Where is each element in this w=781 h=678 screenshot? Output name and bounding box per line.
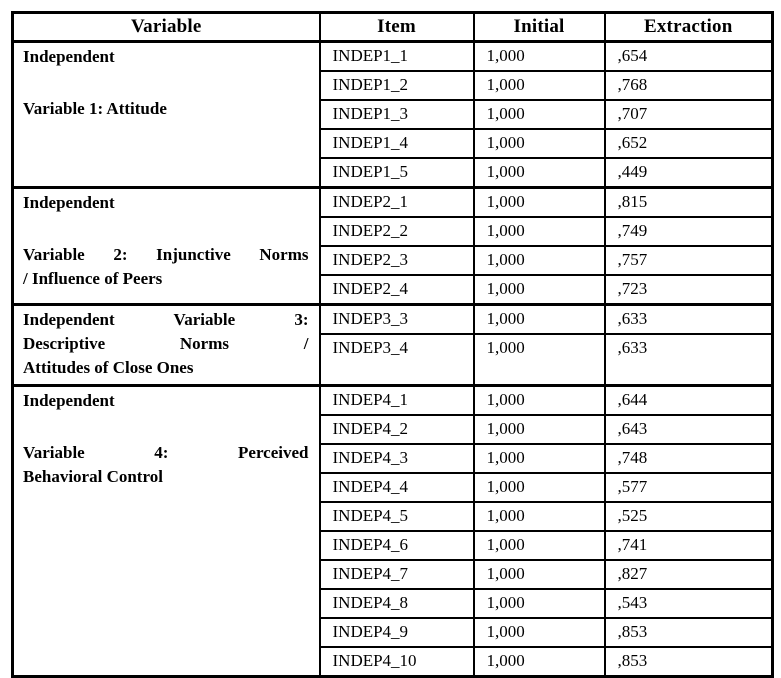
variable-title-line: Variable 2: Injunctive Norms	[23, 245, 309, 264]
item-cell: INDEP3_4	[320, 334, 474, 386]
variable-title-line: Variable 1: Attitude	[23, 99, 167, 118]
table-row	[13, 188, 773, 218]
extraction-cell: ,853	[605, 618, 773, 647]
initial-cell: 1,000	[474, 473, 605, 502]
extraction-cell: ,757	[605, 246, 773, 275]
initial-cell: 1,000	[474, 71, 605, 100]
extraction-cell: ,815	[605, 188, 773, 218]
initial-cell: 1,000	[474, 217, 605, 246]
variable-cell	[13, 42, 320, 188]
item-cell: INDEP2_4	[320, 275, 474, 305]
extraction-cell: ,654	[605, 42, 773, 72]
variable-title-line: Descriptive Norms /	[23, 334, 309, 353]
initial-cell: 1,000	[474, 188, 605, 218]
item-cell: INDEP1_4	[320, 129, 474, 158]
initial-cell: 1,000	[474, 618, 605, 647]
initial-cell: 1,000	[474, 386, 605, 416]
variable-title	[23, 441, 309, 489]
item-cell: INDEP1_1	[320, 42, 474, 72]
item-cell: INDEP3_3	[320, 305, 474, 335]
extraction-cell: ,827	[605, 560, 773, 589]
variable-cell	[13, 305, 320, 386]
table-header	[13, 13, 773, 42]
extraction-cell: ,577	[605, 473, 773, 502]
variable-title-line: Behavioral Control	[23, 467, 163, 486]
item-cell: INDEP1_5	[320, 158, 474, 188]
initial-cell: 1,000	[474, 275, 605, 305]
communalities-table	[11, 11, 774, 678]
extraction-cell: ,741	[605, 531, 773, 560]
initial-cell: 1,000	[474, 129, 605, 158]
variable-cell	[13, 386, 320, 677]
extraction-cell: ,723	[605, 275, 773, 305]
variable-title-line: Attitudes of Close Ones	[23, 358, 194, 377]
table-row	[13, 305, 773, 335]
item-cell: INDEP4_1	[320, 386, 474, 416]
initial-cell: 1,000	[474, 560, 605, 589]
communalities-table-wrap	[11, 11, 771, 678]
table-body	[13, 42, 773, 677]
item-cell: INDEP2_2	[320, 217, 474, 246]
initial-cell: 1,000	[474, 334, 605, 386]
variable-intro: Independent	[23, 193, 115, 212]
variable-title-line: Variable 4: Perceived	[23, 443, 309, 462]
initial-cell: 1,000	[474, 415, 605, 444]
extraction-cell: ,449	[605, 158, 773, 188]
initial-cell: 1,000	[474, 589, 605, 618]
extraction-cell: ,652	[605, 129, 773, 158]
initial-cell: 1,000	[474, 305, 605, 335]
variable-intro: Independent	[23, 47, 115, 66]
column-header-variable: Variable	[13, 13, 320, 42]
variable-title-line: Independent Variable 3:	[23, 310, 309, 329]
extraction-cell: ,748	[605, 444, 773, 473]
variable-title	[23, 97, 309, 121]
variable-title	[23, 308, 309, 380]
extraction-cell: ,644	[605, 386, 773, 416]
extraction-cell: ,853	[605, 647, 773, 677]
initial-cell: 1,000	[474, 647, 605, 677]
item-cell: INDEP4_2	[320, 415, 474, 444]
extraction-cell: ,633	[605, 305, 773, 335]
table-row	[13, 42, 773, 72]
column-header-item: Item	[320, 13, 474, 42]
column-header-initial: Initial	[474, 13, 605, 42]
item-cell: INDEP4_9	[320, 618, 474, 647]
item-cell: INDEP4_5	[320, 502, 474, 531]
item-cell: INDEP4_6	[320, 531, 474, 560]
item-cell: INDEP1_3	[320, 100, 474, 129]
initial-cell: 1,000	[474, 502, 605, 531]
header-row	[13, 13, 773, 42]
extraction-cell: ,643	[605, 415, 773, 444]
item-cell: INDEP4_8	[320, 589, 474, 618]
initial-cell: 1,000	[474, 100, 605, 129]
variable-title-line: / Influence of Peers	[23, 269, 163, 288]
item-cell: INDEP4_10	[320, 647, 474, 677]
item-cell: INDEP2_1	[320, 188, 474, 218]
initial-cell: 1,000	[474, 531, 605, 560]
variable-cell	[13, 188, 320, 305]
extraction-cell: ,749	[605, 217, 773, 246]
column-header-extraction: Extraction	[605, 13, 773, 42]
initial-cell: 1,000	[474, 158, 605, 188]
initial-cell: 1,000	[474, 42, 605, 72]
table-row	[13, 386, 773, 416]
initial-cell: 1,000	[474, 246, 605, 275]
extraction-cell: ,525	[605, 502, 773, 531]
extraction-cell: ,633	[605, 334, 773, 386]
item-cell: INDEP2_3	[320, 246, 474, 275]
variable-intro: Independent	[23, 391, 115, 410]
extraction-cell: ,707	[605, 100, 773, 129]
item-cell: INDEP1_2	[320, 71, 474, 100]
item-cell: INDEP4_3	[320, 444, 474, 473]
item-cell: INDEP4_7	[320, 560, 474, 589]
extraction-cell: ,768	[605, 71, 773, 100]
extraction-cell: ,543	[605, 589, 773, 618]
item-cell: INDEP4_4	[320, 473, 474, 502]
variable-title	[23, 243, 309, 291]
initial-cell: 1,000	[474, 444, 605, 473]
